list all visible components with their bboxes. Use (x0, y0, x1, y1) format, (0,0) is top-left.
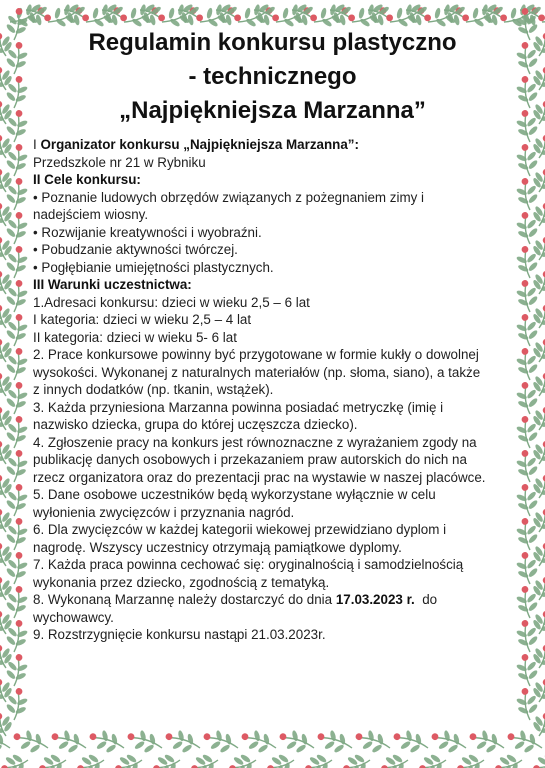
title-line-3: „Najpiękniejsza Marzanna” (119, 97, 426, 124)
conditions-line: wyłonienia zwycięzców i przyznania nagród. (33, 504, 295, 520)
delivery-date: 17.03.2023 r. (335, 592, 415, 607)
goals-line: • Pobudzanie aktywności twórczej. (33, 242, 238, 257)
organizer-text: Przedszkole nr 21 w Rybniku (33, 154, 206, 170)
conditions-line: 5. Dane osobowe uczestników będą wykorzystane wyłącznie w celu (33, 487, 436, 502)
conditions-line: 7. Każda praca powinna cechować się: oryginalnością i samodzielnością (33, 557, 464, 572)
goals-heading: II Cele konkursu: (33, 172, 141, 187)
goals-line: • Pogłębianie umiejętności plastycznych. (33, 259, 274, 275)
section-organizer-heading (33, 136, 533, 154)
conditions-line: nazwisko dziecka, grupa do której uczęszcza dziecko). (33, 417, 358, 432)
section-conditions-heading (33, 276, 533, 294)
conditions-line: publikację danych osobowych i przekazaniem praw autorskich do nich na (33, 452, 467, 467)
section-goals-heading (33, 171, 533, 189)
delivery-line (33, 591, 533, 609)
organizer-heading: Organizator konkursu „Najpiękniejsza Marzanna”: (40, 137, 359, 152)
delivery-text-end: do (414, 592, 438, 607)
conditions-line: wysokości. Wykonanej z naturalnych materiałów (np. słoma, siano), a także (33, 364, 481, 380)
goals-line: nadejściem wiosny. (33, 207, 149, 222)
title-line-1: Regulamin konkursu plastyczno (88, 29, 457, 56)
conditions-line: wykonania przez dziecko, zgodnością z tematyką. (33, 574, 330, 590)
title-line-2: - technicznego (188, 63, 357, 90)
delivery-text: 8. Wykonaną Marzannę należy dostarczyć do dnia (33, 592, 336, 607)
conditions-line: I kategoria: dzieci w wieku 2,5 – 4 lat (33, 312, 252, 327)
section-number: I (33, 137, 41, 152)
conditions-line: II kategoria: dzieci w wieku 5- 6 lat (33, 329, 237, 345)
conditions-line: z innych dodatków (np. tkanin, wstążek). (33, 382, 274, 397)
conditions-line: nagrodę. Wszyscy uczestnicy otrzymają pamiątkowe dyplomy. (33, 539, 402, 555)
delivery-line-2: wychowawcy. (33, 609, 114, 625)
conditions-line: 1.Adresaci konkursu: dzieci w wieku 2,5 – 6 lat (33, 294, 310, 310)
results-line: 9. Rozstrzygnięcie konkursu nastąpi 21.03.2023r. (33, 627, 326, 642)
conditions-line: rzecz organizatora oraz do prezentacji prac na wystawie w naszej placówce. (33, 469, 486, 485)
conditions-heading: III Warunki uczestnictwa: (33, 277, 192, 292)
goals-line: • Poznanie ludowych obrzędów związanych z pożegnaniem zimy i (33, 189, 424, 205)
conditions-line: 6. Dla zwycięzców w każdej kategorii wiekowej przewidziano dyplom i (33, 522, 447, 537)
document-title (40, 26, 505, 128)
rules-body (33, 136, 533, 644)
goals-line: • Rozwijanie kreatywności i wyobraźni. (33, 224, 262, 240)
conditions-line: 2. Prace konkursowe powinny być przygotowane w formie kukły o dowolnej (33, 347, 479, 362)
conditions-line: 3. Każda przyniesiona Marzanna powinna posiadać metryczkę (imię i (33, 399, 444, 415)
conditions-line: 4. Zgłoszenie pracy na konkurs jest równoznaczne z wyrażaniem zgody na (33, 434, 477, 450)
